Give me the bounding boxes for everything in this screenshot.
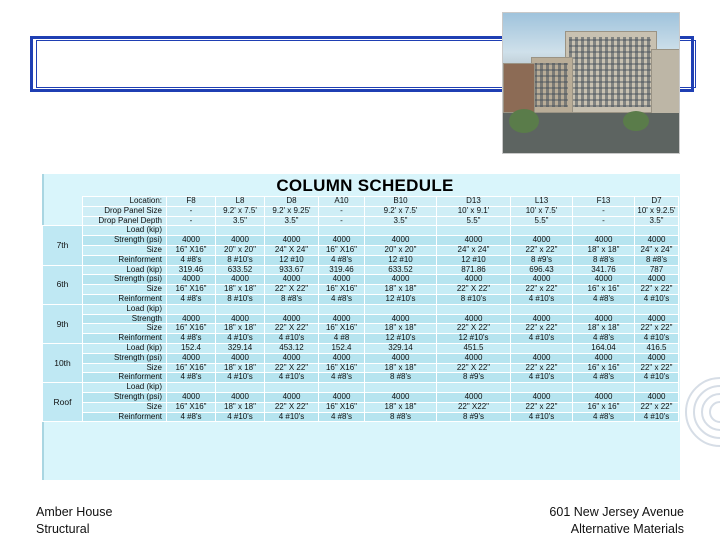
data-cell: 22" x 22" xyxy=(511,324,573,334)
data-cell: 4 #8's xyxy=(319,412,365,422)
header-value: - xyxy=(167,216,216,226)
row-label: Strength xyxy=(83,314,167,324)
header-value: D8 xyxy=(265,197,319,207)
schedule-title: COLUMN SCHEDULE xyxy=(276,176,454,195)
data-cell: 22" x 22" xyxy=(511,245,573,255)
data-cell: 22" X 22" xyxy=(265,285,319,295)
data-cell: 4000 xyxy=(437,353,511,363)
table-row xyxy=(43,236,679,246)
data-cell: 16" X16" xyxy=(167,285,216,295)
table-row xyxy=(43,392,679,402)
row-label: Strength (psi) xyxy=(83,392,167,402)
data-cell: 22" X 22" xyxy=(265,324,319,334)
data-cell: 4 #8's xyxy=(573,412,635,422)
data-cell: 22" x 22" xyxy=(511,285,573,295)
header-value: 5.5" xyxy=(511,216,573,226)
table-row xyxy=(43,324,679,334)
row-label: Size xyxy=(83,363,167,373)
data-cell: 16" x 16" xyxy=(573,363,635,373)
data-cell xyxy=(265,383,319,393)
data-cell: 4000 xyxy=(365,314,437,324)
data-cell: 4000 xyxy=(511,275,573,285)
data-cell xyxy=(265,226,319,236)
data-cell: 16" x 16" xyxy=(573,402,635,412)
header-label: Drop Panel Size xyxy=(83,206,167,216)
data-cell: 20" x 20" xyxy=(365,245,437,255)
data-cell: 4000 xyxy=(167,314,216,324)
row-label: Reinforment xyxy=(83,255,167,265)
data-cell: 8 #10's xyxy=(216,255,265,265)
data-cell: 18" x 18" xyxy=(573,324,635,334)
header-value: 10' x 9.2.5' xyxy=(635,206,679,216)
data-cell: 4000 xyxy=(167,236,216,246)
table-row xyxy=(43,353,679,363)
data-cell: 22" X22" xyxy=(437,402,511,412)
header-row xyxy=(43,216,679,226)
header-value: L8 xyxy=(216,197,265,207)
data-cell: 22" x 22" xyxy=(635,285,679,295)
table-row xyxy=(43,343,679,353)
data-cell: 22" X 22" xyxy=(437,324,511,334)
data-cell xyxy=(216,383,265,393)
table-row xyxy=(43,265,679,275)
data-cell xyxy=(635,304,679,314)
header-value: - xyxy=(167,206,216,216)
row-label: Reinforment xyxy=(83,373,167,383)
table-row xyxy=(43,412,679,422)
data-cell: 4000 xyxy=(365,392,437,402)
data-cell xyxy=(265,304,319,314)
header-value: 10' x 7.5' xyxy=(511,206,573,216)
header-value: F8 xyxy=(167,197,216,207)
data-cell xyxy=(437,304,511,314)
data-cell: 18" x 18" xyxy=(216,285,265,295)
data-cell: 18" x 18" xyxy=(573,245,635,255)
row-label: Size xyxy=(83,245,167,255)
data-cell: 22" X 22" xyxy=(265,402,319,412)
data-cell: 4000 xyxy=(437,314,511,324)
row-label: Size xyxy=(83,402,167,412)
data-cell: 319.46 xyxy=(167,265,216,275)
table-row xyxy=(43,383,679,393)
data-cell: 12 #10 xyxy=(437,255,511,265)
table-row xyxy=(43,363,679,373)
data-cell: 4000 xyxy=(437,392,511,402)
data-cell xyxy=(319,226,365,236)
data-cell: 24" X 24" xyxy=(265,245,319,255)
data-cell: 16" x 16" xyxy=(573,285,635,295)
data-cell: 8 #8's xyxy=(365,412,437,422)
header-value: 9.2' x 9.25' xyxy=(265,206,319,216)
data-cell: 18" x 18" xyxy=(365,402,437,412)
data-cell: 4000 xyxy=(216,353,265,363)
data-cell xyxy=(573,304,635,314)
data-cell: 22" X 22" xyxy=(437,363,511,373)
data-cell: 4 #8's xyxy=(167,373,216,383)
data-cell: 4000 xyxy=(511,353,573,363)
data-cell: 4000 xyxy=(635,353,679,363)
data-cell: 4 #8's xyxy=(167,255,216,265)
data-cell: 4000 xyxy=(511,236,573,246)
data-cell xyxy=(511,226,573,236)
header-value: - xyxy=(319,216,365,226)
data-cell: 4000 xyxy=(319,275,365,285)
data-cell: 12 #10 xyxy=(365,255,437,265)
data-cell xyxy=(573,226,635,236)
footer-left-line-2: Structural xyxy=(36,522,90,536)
data-cell: 24" x 24" xyxy=(437,245,511,255)
data-cell: 20" x 20" xyxy=(216,245,265,255)
data-cell xyxy=(635,383,679,393)
data-cell: 18" x 18" xyxy=(365,324,437,334)
table-row xyxy=(43,373,679,383)
data-cell: 4 #8's xyxy=(573,373,635,383)
data-cell: 4 #10's xyxy=(635,373,679,383)
data-cell: 4000 xyxy=(511,314,573,324)
data-cell: 4000 xyxy=(635,236,679,246)
data-cell: 4 #8's xyxy=(167,412,216,422)
table-row xyxy=(43,402,679,412)
data-cell: 16" X16" xyxy=(167,245,216,255)
row-label: Load (kip) xyxy=(83,265,167,275)
building-photo xyxy=(502,12,680,154)
data-cell: 16" X16" xyxy=(167,324,216,334)
data-cell: 22" x 22" xyxy=(511,363,573,373)
data-cell: 329.14 xyxy=(216,343,265,353)
data-cell: 453.12 xyxy=(265,343,319,353)
header-value: D13 xyxy=(437,197,511,207)
footer-left xyxy=(36,504,112,538)
data-cell: 164.04 xyxy=(573,343,635,353)
data-cell: 4000 xyxy=(265,275,319,285)
data-cell xyxy=(573,383,635,393)
data-cell: 4 #8's xyxy=(319,294,365,304)
data-cell: 4000 xyxy=(167,275,216,285)
row-label: Reinforment xyxy=(83,412,167,422)
data-cell: 4000 xyxy=(635,275,679,285)
data-cell: 4000 xyxy=(319,314,365,324)
header-value: 3.5" xyxy=(216,216,265,226)
data-cell xyxy=(216,226,265,236)
footer-left-line-1: Amber House xyxy=(36,505,113,519)
data-cell: 18" x 18" xyxy=(365,363,437,373)
data-cell: 4000 xyxy=(319,236,365,246)
table-row xyxy=(43,226,679,236)
data-cell: 8 #8's xyxy=(635,255,679,265)
data-cell: 4000 xyxy=(635,392,679,402)
data-cell: 22" x 22" xyxy=(635,363,679,373)
data-cell: 16" X16" xyxy=(319,363,365,373)
data-cell: 12 #10 xyxy=(265,255,319,265)
footer-right-line-2: Alternative Materials xyxy=(570,522,684,536)
data-cell xyxy=(437,226,511,236)
data-cell: 341.76 xyxy=(573,265,635,275)
table-row xyxy=(43,314,679,324)
header-value: F13 xyxy=(573,197,635,207)
data-cell: 4 #10's xyxy=(265,334,319,344)
header-value: 9.2' x 7.5' xyxy=(216,206,265,216)
data-cell: 633.52 xyxy=(216,265,265,275)
level-label: Roof xyxy=(43,383,83,422)
row-label: Load (kip) xyxy=(83,383,167,393)
blank-cell xyxy=(43,197,83,207)
data-cell: 633.52 xyxy=(365,265,437,275)
data-cell xyxy=(365,383,437,393)
level-label: 9th xyxy=(43,304,83,343)
data-cell: 4000 xyxy=(437,275,511,285)
data-cell: 933.67 xyxy=(265,265,319,275)
data-cell: 8 #9's xyxy=(437,373,511,383)
data-cell: 319.46 xyxy=(319,265,365,275)
row-label: Size xyxy=(83,285,167,295)
data-cell: 4000 xyxy=(573,392,635,402)
data-cell: 4000 xyxy=(167,392,216,402)
data-cell: 152.4 xyxy=(319,343,365,353)
data-cell: 16" X16" xyxy=(319,245,365,255)
data-cell: 4 #10's xyxy=(216,334,265,344)
data-cell xyxy=(216,304,265,314)
data-cell: 4 #10's xyxy=(511,373,573,383)
data-cell: 22" x 22" xyxy=(635,324,679,334)
data-cell xyxy=(365,226,437,236)
data-cell: 416.5 xyxy=(635,343,679,353)
data-cell xyxy=(319,383,365,393)
header-value: B10 xyxy=(365,197,437,207)
data-cell: 4000 xyxy=(216,314,265,324)
data-cell: 8 #10's xyxy=(437,294,511,304)
data-cell: 4000 xyxy=(365,236,437,246)
data-cell: 4 #8's xyxy=(319,373,365,383)
header-row xyxy=(43,197,679,207)
data-cell: 12 #10's xyxy=(437,334,511,344)
data-cell: 4000 xyxy=(365,353,437,363)
table-row xyxy=(43,294,679,304)
data-cell xyxy=(167,304,216,314)
data-cell: 16" X16" xyxy=(319,402,365,412)
data-cell: 18" x 18" xyxy=(365,285,437,295)
data-cell: 4000 xyxy=(319,392,365,402)
column-schedule-table xyxy=(42,196,679,422)
data-cell: 8 #9's xyxy=(511,255,573,265)
data-cell: 4 #10's xyxy=(265,373,319,383)
data-cell: 4 #8's xyxy=(167,294,216,304)
data-cell: 4000 xyxy=(265,392,319,402)
header-value: 9.2' x 7.5' xyxy=(365,206,437,216)
data-cell xyxy=(437,383,511,393)
data-cell: 871.86 xyxy=(437,265,511,275)
header-row xyxy=(43,206,679,216)
data-cell: 8 #8's xyxy=(573,255,635,265)
row-label: Load (kip) xyxy=(83,226,167,236)
level-label: 10th xyxy=(43,343,83,382)
header-value: D7 xyxy=(635,197,679,207)
data-cell: 8 #10's xyxy=(216,294,265,304)
data-cell: 24" x 24" xyxy=(635,245,679,255)
header-label: Location: xyxy=(83,197,167,207)
row-label: Reinforment xyxy=(83,334,167,344)
data-cell: 787 xyxy=(635,265,679,275)
data-cell: 451.5 xyxy=(437,343,511,353)
swirl-decoration xyxy=(680,352,720,472)
table-row xyxy=(43,275,679,285)
data-cell xyxy=(511,383,573,393)
row-label: Strength (psi) xyxy=(83,236,167,246)
level-label: 6th xyxy=(43,265,83,304)
data-cell: 22" x 22" xyxy=(635,402,679,412)
data-cell: 12 #10's xyxy=(365,294,437,304)
row-label: Size xyxy=(83,324,167,334)
data-cell: 4 #8's xyxy=(167,334,216,344)
data-cell: 16" X16" xyxy=(319,324,365,334)
data-cell xyxy=(167,226,216,236)
header-value: 5.5" xyxy=(437,216,511,226)
data-cell: 18" x 18" xyxy=(216,324,265,334)
data-cell: 22" X 22" xyxy=(265,363,319,373)
header-value: 3.5" xyxy=(635,216,679,226)
data-cell: 4000 xyxy=(216,236,265,246)
data-cell: 8 #8's xyxy=(265,294,319,304)
footer-right xyxy=(549,504,684,538)
data-cell: 18" x 18" xyxy=(216,402,265,412)
data-cell: 4000 xyxy=(573,236,635,246)
row-label: Reinforment xyxy=(83,294,167,304)
data-cell: 4000 xyxy=(265,236,319,246)
header-value: A10 xyxy=(319,197,365,207)
data-cell: 4 #10's xyxy=(216,412,265,422)
data-cell xyxy=(511,304,573,314)
header-value: L13 xyxy=(511,197,573,207)
blank-cell xyxy=(43,206,83,216)
table-row xyxy=(43,285,679,295)
row-label: Strength (psi) xyxy=(83,353,167,363)
data-cell: 4000 xyxy=(216,392,265,402)
footer-right-line-1: 601 New Jersey Avenue xyxy=(549,505,684,519)
data-cell xyxy=(319,304,365,314)
table-row xyxy=(43,255,679,265)
data-cell: 4 #10's xyxy=(511,294,573,304)
data-cell: 4 #10's xyxy=(635,412,679,422)
data-cell: 8 #9's xyxy=(437,412,511,422)
header-value: - xyxy=(573,206,635,216)
data-cell: 4 #8's xyxy=(573,294,635,304)
data-cell xyxy=(511,343,573,353)
data-cell: 22" x 22" xyxy=(511,402,573,412)
data-cell: 4 #10's xyxy=(635,294,679,304)
table-row xyxy=(43,334,679,344)
row-label: Strength (psi) xyxy=(83,275,167,285)
data-cell: 8 #8's xyxy=(365,373,437,383)
data-cell: 4000 xyxy=(573,275,635,285)
data-cell: 4 #10's xyxy=(216,373,265,383)
header-value: - xyxy=(573,216,635,226)
data-cell: 4 #10's xyxy=(635,334,679,344)
header-value: - xyxy=(319,206,365,216)
data-cell: 4000 xyxy=(573,314,635,324)
level-label: 7th xyxy=(43,226,83,265)
data-cell: 4000 xyxy=(167,353,216,363)
data-cell: 4000 xyxy=(216,275,265,285)
header-value: 10' x 9.1' xyxy=(437,206,511,216)
row-label: Load (kip) xyxy=(83,304,167,314)
data-cell: 18" x 18" xyxy=(216,363,265,373)
data-cell: 4000 xyxy=(511,392,573,402)
data-cell: 4 #10's xyxy=(511,334,573,344)
data-cell: 4 #8's xyxy=(573,334,635,344)
table-row xyxy=(43,245,679,255)
data-cell: 4 #10's xyxy=(265,412,319,422)
data-cell: 152.4 xyxy=(167,343,216,353)
data-cell: 4000 xyxy=(265,314,319,324)
header-label: Drop Panel Depth xyxy=(83,216,167,226)
data-cell: 16" X16" xyxy=(319,285,365,295)
data-cell: 22" X 22" xyxy=(437,285,511,295)
blank-cell xyxy=(43,216,83,226)
data-cell: 12 #10's xyxy=(365,334,437,344)
data-cell: 4000 xyxy=(365,275,437,285)
data-cell: 4000 xyxy=(319,353,365,363)
data-cell: 4000 xyxy=(437,236,511,246)
table-row xyxy=(43,304,679,314)
data-cell: 4 #8 xyxy=(319,334,365,344)
data-cell: 4000 xyxy=(265,353,319,363)
header-value: 3.5" xyxy=(265,216,319,226)
data-cell: 16" X16" xyxy=(167,363,216,373)
data-cell: 329.14 xyxy=(365,343,437,353)
data-cell: 4 #10's xyxy=(511,412,573,422)
data-cell: 696.43 xyxy=(511,265,573,275)
data-cell: 4000 xyxy=(635,314,679,324)
data-cell xyxy=(365,304,437,314)
data-cell: 4 #8's xyxy=(319,255,365,265)
row-label: Load (kip) xyxy=(83,343,167,353)
data-cell: 16" X16" xyxy=(167,402,216,412)
data-cell xyxy=(167,383,216,393)
data-cell xyxy=(635,226,679,236)
data-cell: 4000 xyxy=(573,353,635,363)
header-value: 3.5" xyxy=(365,216,437,226)
